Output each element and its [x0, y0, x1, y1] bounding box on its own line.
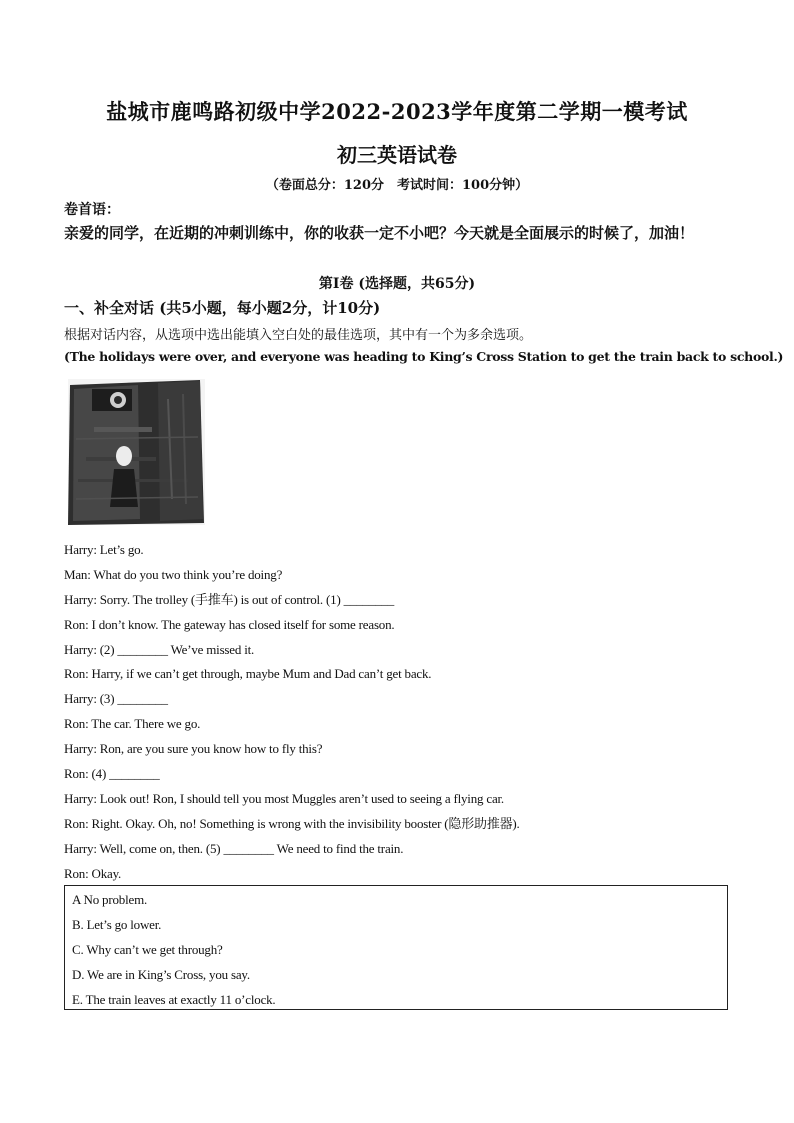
score-info: （卷面总分：120分 考试时间：100分钟） — [265, 178, 529, 193]
dialogue-line: Man: What do you two think you’re doing? — [64, 566, 283, 582]
preface-text: 亲爱的同学，在近期的冲刺训练中，你的收获一定不小吧？今天就是全面展示的时候了，加油！ — [64, 224, 695, 242]
part-heading: 一、补全对话 (共5小题，每小题2分，计10分) — [64, 299, 381, 317]
dialogue-line: Harry: (2) ________ We’ve missed it. — [64, 641, 255, 657]
scene-description: (The holidays were over, and everyone was heading to King’s Cross Station to get the train back to school.) — [64, 349, 784, 364]
dialogue-line: Harry: Well, come on, then. (5) ________ We need to find the train. — [64, 840, 404, 856]
dialogue-line: Harry: Sorry. The trolley (手推车) is out of control. (1) ________ — [64, 591, 395, 607]
dialogue-line: Ron: The car. There we go. — [64, 716, 201, 732]
exam-subtitle: 初三英语试卷 — [337, 143, 457, 167]
options-box — [64, 885, 728, 1010]
dialogue-list — [64, 540, 744, 888]
dialogue-line: Ron: Harry, if we can’t get through, maybe Mum and Dad can’t get back. — [64, 666, 432, 682]
dialogue-line: Harry: Let’s go. — [64, 542, 144, 557]
option-e: E. The train leaves at exactly 11 o’clock. — [72, 992, 276, 1007]
dialogue-line: Ron: I don’t know. The gateway has closed itself for some reason. — [64, 616, 395, 632]
station-photo — [68, 379, 205, 525]
dialogue-line: Harry: Look out! Ron, I should tell you most Muggles aren’t used to seeing a flying car. — [64, 790, 504, 806]
dialogue-line: Ron: Okay. — [64, 865, 122, 881]
option-b: B. Let’s go lower. — [72, 917, 162, 932]
exam-title: 盐城市鹿鸣路初级中学2022-2023学年度第二学期一模考试 — [106, 99, 688, 124]
dialogue-line: Harry: Ron, are you sure you know how to fly this? — [64, 741, 323, 757]
part-instruction: 根据对话内容，从选项中选出能填入空白处的最佳选项，其中有一个为多余选项。 — [64, 328, 533, 343]
dialogue-line: Ron: (4) ________ — [64, 766, 160, 782]
dialogue-line: Ron: Right. Okay. Oh, no! Something is wrong with the invisibility booster (隐形助推器). — [64, 815, 520, 831]
option-d: D. We are in King’s Cross, you say. — [72, 967, 250, 982]
preface-label: 卷首语： — [64, 202, 120, 218]
section-title: 第Ⅰ卷 (选择题，共65分) — [318, 276, 476, 292]
dialogue-line: Harry: (3) ________ — [64, 691, 168, 707]
option-a: A No problem. — [72, 892, 148, 907]
option-c: C. Why can’t we get through? — [72, 942, 223, 957]
